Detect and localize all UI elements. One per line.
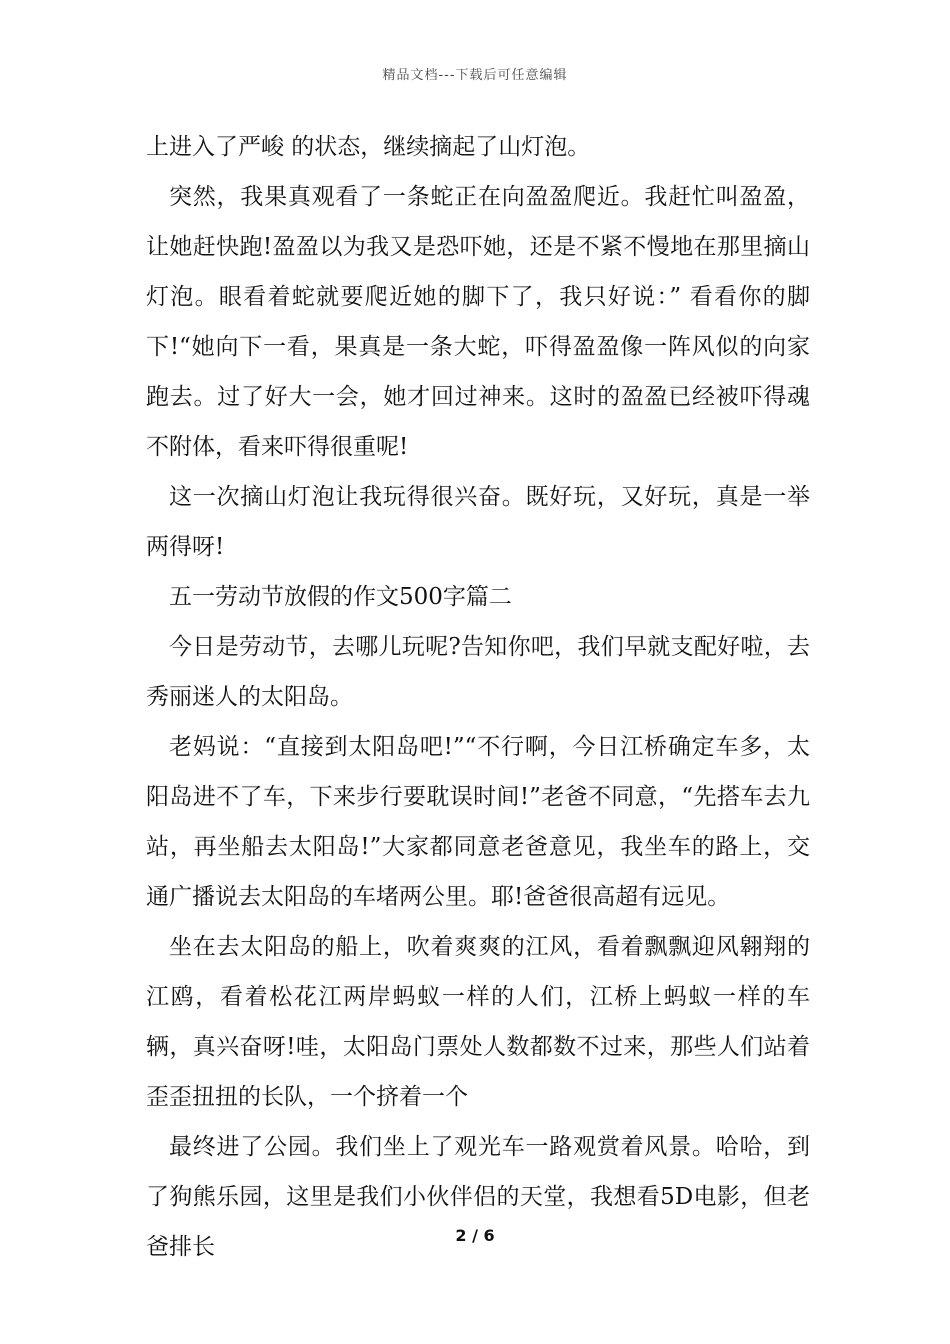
paragraph-dialogue: 老妈说：“直接到太阳岛吧!”“不行啊，今日江桥确定车多，太阳岛进不了车，下来步行要耽误时间!”老爸不同意，“先搭车去九站，再坐船去太阳岛!”大家都同意老爸意见，我坐车的路上，交通广播说去太阳岛的车堵两公里。耶!爸爸很高超有远见。 bbox=[146, 734, 810, 910]
document-body bbox=[146, 122, 810, 1272]
page-number: 2 / 6 bbox=[455, 1226, 495, 1245]
section-heading: 五一劳动节放假的作文500字篇二 bbox=[169, 584, 512, 610]
paragraph-conclusion: 这一次摘山灯泡让我玩得很兴奋。既好玩，又好玩，真是一举两得呀! bbox=[146, 484, 810, 560]
paragraph-continuation: 上进入了严峻 的状态，继续摘起了山灯泡。 bbox=[146, 134, 591, 160]
page-header: 精品文档---下载后可任意编辑 bbox=[382, 68, 568, 83]
paragraph-boat: 坐在去太阳岛的船上，吹着爽爽的江风，看着飘飘迎风翱翔的江鸥，看着松花江两岸蚂蚁一样的人们，江桥上蚂蚁一样的车辆，真兴奋呀!哇，太阳岛门票处人数都数不过来，那些人们站着歪歪扭扭的长队，一个挤着一个 bbox=[146, 934, 810, 1110]
paragraph-park: 最终进了公园。我们坐上了观光车一路观赏着风景。哈哈，到了狗熊乐园，这里是我们小伙伴侣的天堂，我想看5D电影，但老爸排长 bbox=[146, 1134, 810, 1260]
paragraph-snake: 突然，我果真观看了一条蛇正在向盈盈爬近。我赶忙叫盈盈，让她赶快跑!盈盈以为我又是恐吓她，还是不紧不慢地在那里摘山灯泡。眼看着蛇就要爬近她的脚下了，我只好说：” 看看你的脚下!“她向下一看，果真是一条大蛇，吓得盈盈像一阵风似的向家跑去。过了好大一会，她才回过神来。这时的盈盈已经被吓得魂不附体，看来吓得很重呢! bbox=[146, 184, 810, 460]
paragraph-intro: 今日是劳动节，去哪儿玩呢?告知你吧，我们早就支配好啦，去秀丽迷人的太阳岛。 bbox=[146, 634, 810, 710]
